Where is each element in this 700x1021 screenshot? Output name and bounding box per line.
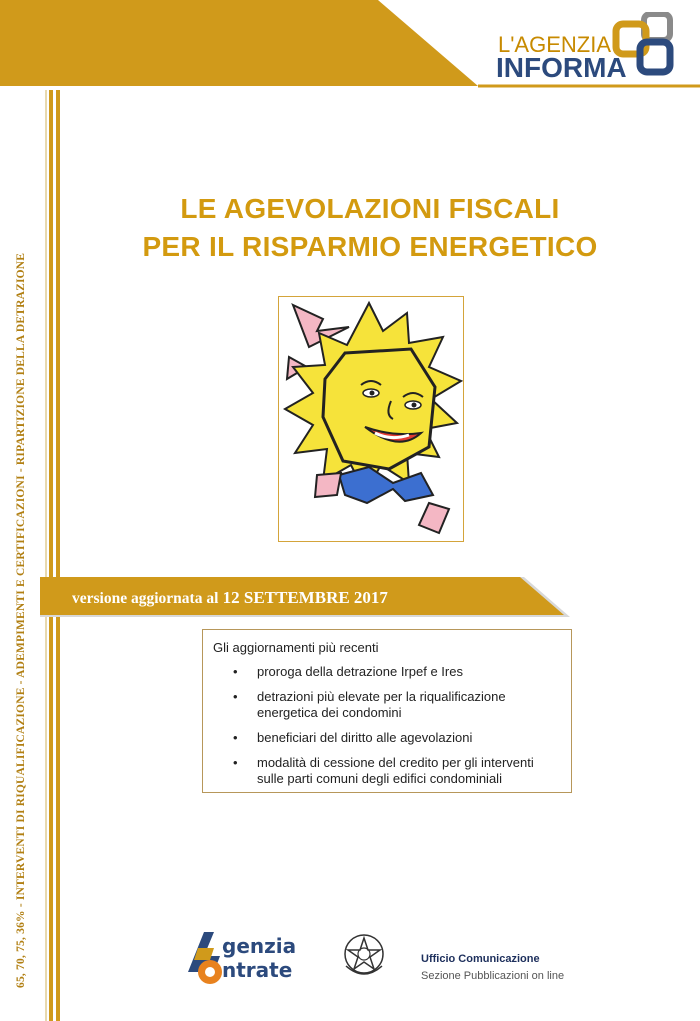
list-item-text: beneficiari del diritto alle agevolazioni — [257, 730, 473, 745]
agenzia-informa-logo — [490, 12, 690, 86]
list-item — [213, 664, 561, 680]
logo-text-top: L'AGENZIA — [498, 32, 612, 57]
office-name: Ufficio Comunicazione — [421, 953, 540, 965]
list-item — [213, 755, 561, 787]
updates-box — [202, 629, 572, 793]
page-title — [60, 190, 680, 266]
updates-heading: Gli aggiornamenti più recenti — [213, 640, 379, 655]
version-date: 12 SETTEMBRE 2017 — [222, 588, 388, 607]
list-item-text: detrazioni più elevate per la riqualificazione — [257, 689, 506, 704]
office-section: Sezione Pubblicazioni on line — [421, 970, 565, 982]
left-rail — [49, 90, 53, 1021]
version-prefix: versione aggiornata al — [72, 590, 219, 607]
list-item-text: sulle parti comuni degli edifici condominiali — [257, 771, 502, 786]
list-item — [213, 730, 561, 746]
updates-list — [213, 664, 561, 787]
list-item-text: proroga della detrazione Irpef e Ires — [257, 664, 463, 679]
title-line-2: PER IL RISPARMIO ENERGETICO — [142, 231, 598, 262]
side-subtitle: 65, 70, 75, 36% - INTERVENTI DI RIQUALIFICAZIONE - ADEMPIMENTI E CERTIFICAZIONI - RIPARTIZIONE DELLA DETRAZIONE — [15, 252, 27, 988]
agency-name-bottom: ntrate — [222, 958, 293, 982]
republic-emblem-icon — [342, 930, 386, 980]
title-line-1: LE AGEVOLAZIONI FISCALI — [180, 193, 560, 224]
agency-name-top: genzia — [222, 934, 297, 958]
sun-illustration — [278, 296, 464, 542]
bullet-icon: • — [233, 730, 238, 745]
list-item-text: energetica dei condomini — [257, 705, 402, 720]
list-item-text: modalità di cessione del credito per gli interventi — [257, 755, 534, 770]
bullet-icon: • — [233, 664, 238, 679]
left-rail-light — [45, 90, 47, 1021]
bullet-icon: • — [233, 689, 238, 704]
logo-text-bottom: INFORMA — [496, 52, 627, 83]
smiling-sun-icon — [279, 297, 463, 541]
list-item — [213, 689, 561, 721]
bullet-icon: • — [233, 755, 238, 770]
version-text — [72, 588, 388, 608]
